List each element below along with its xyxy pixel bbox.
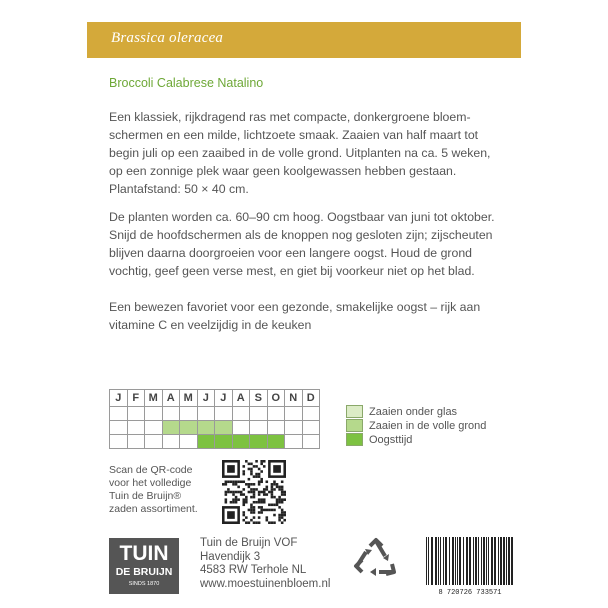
recycle-icon [352,536,400,584]
calendar-cell [302,421,320,435]
calendar-legend [346,405,486,447]
text-line: blijven daarna doorgroeien voor een langere oogst. Houd de grond [109,246,473,260]
calendar-cell [197,407,215,421]
legend-item [346,405,486,418]
calendar-cell [250,407,268,421]
legend-swatch [346,419,363,432]
text-line: Plantafstand: 50 × 40 cm. [109,182,249,196]
calendar-cell [267,435,285,449]
calendar-cell [302,407,320,421]
calendar-cell [215,407,233,421]
calendar-cell [232,421,250,435]
calendar-cell [180,435,198,449]
calendar-cell [285,407,303,421]
logo-text: TUIN [119,542,169,565]
qr-text-line: Scan de QR-code [109,464,193,476]
text-line: begin juli op een zaaibed in de volle grond. Uitplanten na ca. 5 weken, [109,146,491,160]
calendar-cell [145,435,163,449]
calendar-month: A [232,390,250,407]
calendar-month: D [302,390,320,407]
text-line: Een bewezen favoriet voor een gezonde, smakelijke oogst – rijk aan [109,300,481,314]
sowing-calendar [109,389,320,449]
calendar-cell [110,407,128,421]
latin-name: Brassica oleracea [111,30,224,46]
calendar-cell [145,407,163,421]
text-line: op een zonnige plek waar geen koolgewassen hebben gestaan. [109,164,457,178]
legend-item [346,433,486,446]
text-line: Een klassiek, rijkdragend ras met compacte, donkergroene bloem- [109,110,471,124]
calendar-cell [145,421,163,435]
legend-label: Oogsttijd [369,433,413,446]
qr-text-line: zaden assortiment. [109,503,198,515]
brand-logo [109,538,179,594]
calendar-cell [285,435,303,449]
calendar-cell [180,407,198,421]
calendar-cell [162,421,180,435]
legend-label: Zaaien in de volle grond [369,419,487,432]
legend-swatch [346,433,363,446]
text-line: Snijd de hoofdschermen als de knoppen nog gesloten zijn; zijscheuten [109,228,493,242]
calendar-cell [110,421,128,435]
calendar-cell [110,435,128,449]
address-line: Havendijk 3 [200,550,261,563]
address-line: 4583 RW Terhole NL [200,564,307,576]
calendar-month: F [127,390,145,407]
legend-label: Zaaien onder glas [369,405,458,418]
calendar-month: O [267,390,285,407]
calendar-month: M [180,390,198,407]
calendar-cell [127,435,145,449]
text-line: De planten worden ca. 60–90 cm hoog. Oogstbaar van juni tot oktober. [109,210,495,224]
calendar-cell [250,421,268,435]
calendar-month: M [145,390,163,407]
calendar-month: J [110,390,128,407]
calendar-cell [197,435,215,449]
text-line: vochtig, geef geen verse mest, en giet bij voorkeur niet op het blad. [109,264,475,278]
calendar-cell [232,435,250,449]
calendar-cell [215,421,233,435]
variety-name: Broccoli Calabrese Natalino [109,76,264,90]
calendar-month: S [250,390,268,407]
calendar-cell [162,407,180,421]
calendar-cell [302,435,320,449]
website-link[interactable]: www.moestuinenbloem.nl [200,577,331,590]
calendar-month: J [197,390,215,407]
calendar-cell [162,435,180,449]
description-paragraph-1 [109,108,529,198]
barcode-digits: 8 720726 733571 [438,589,502,597]
calendar-month: N [285,390,303,407]
company-address [200,537,330,591]
calendar-cell [127,421,145,435]
logo-text: SINDS 1870 [128,581,160,587]
qr-instruction [109,464,198,516]
text-line: schermen en een milde, lichtzoete smaak. Zaaien van half maart tot [109,128,479,142]
calendar-month: J [215,390,233,407]
calendar-cell [285,421,303,435]
calendar-cell [267,407,285,421]
qr-text-line: voor het volledige [109,477,192,489]
barcode [422,535,518,597]
calendar-cell [127,407,145,421]
qr-code[interactable] [222,460,286,524]
calendar-cell [232,407,250,421]
legend-swatch [346,405,363,418]
calendar-cell [197,421,215,435]
text-line: vitamine C en veelzijdig in de keuken [109,318,312,332]
calendar-cell [250,435,268,449]
calendar-cell [180,421,198,435]
qr-text-line: Tuin de Bruijn® [109,490,182,502]
calendar-cell [215,435,233,449]
legend-item [346,419,486,432]
calendar-month: A [162,390,180,407]
description-paragraph-2 [109,208,529,280]
calendar-cell [267,421,285,435]
address-line: Tuin de Bruijn VOF [200,537,298,549]
description-paragraph-3 [109,298,529,334]
logo-text: DE BRUIJN [115,566,173,578]
